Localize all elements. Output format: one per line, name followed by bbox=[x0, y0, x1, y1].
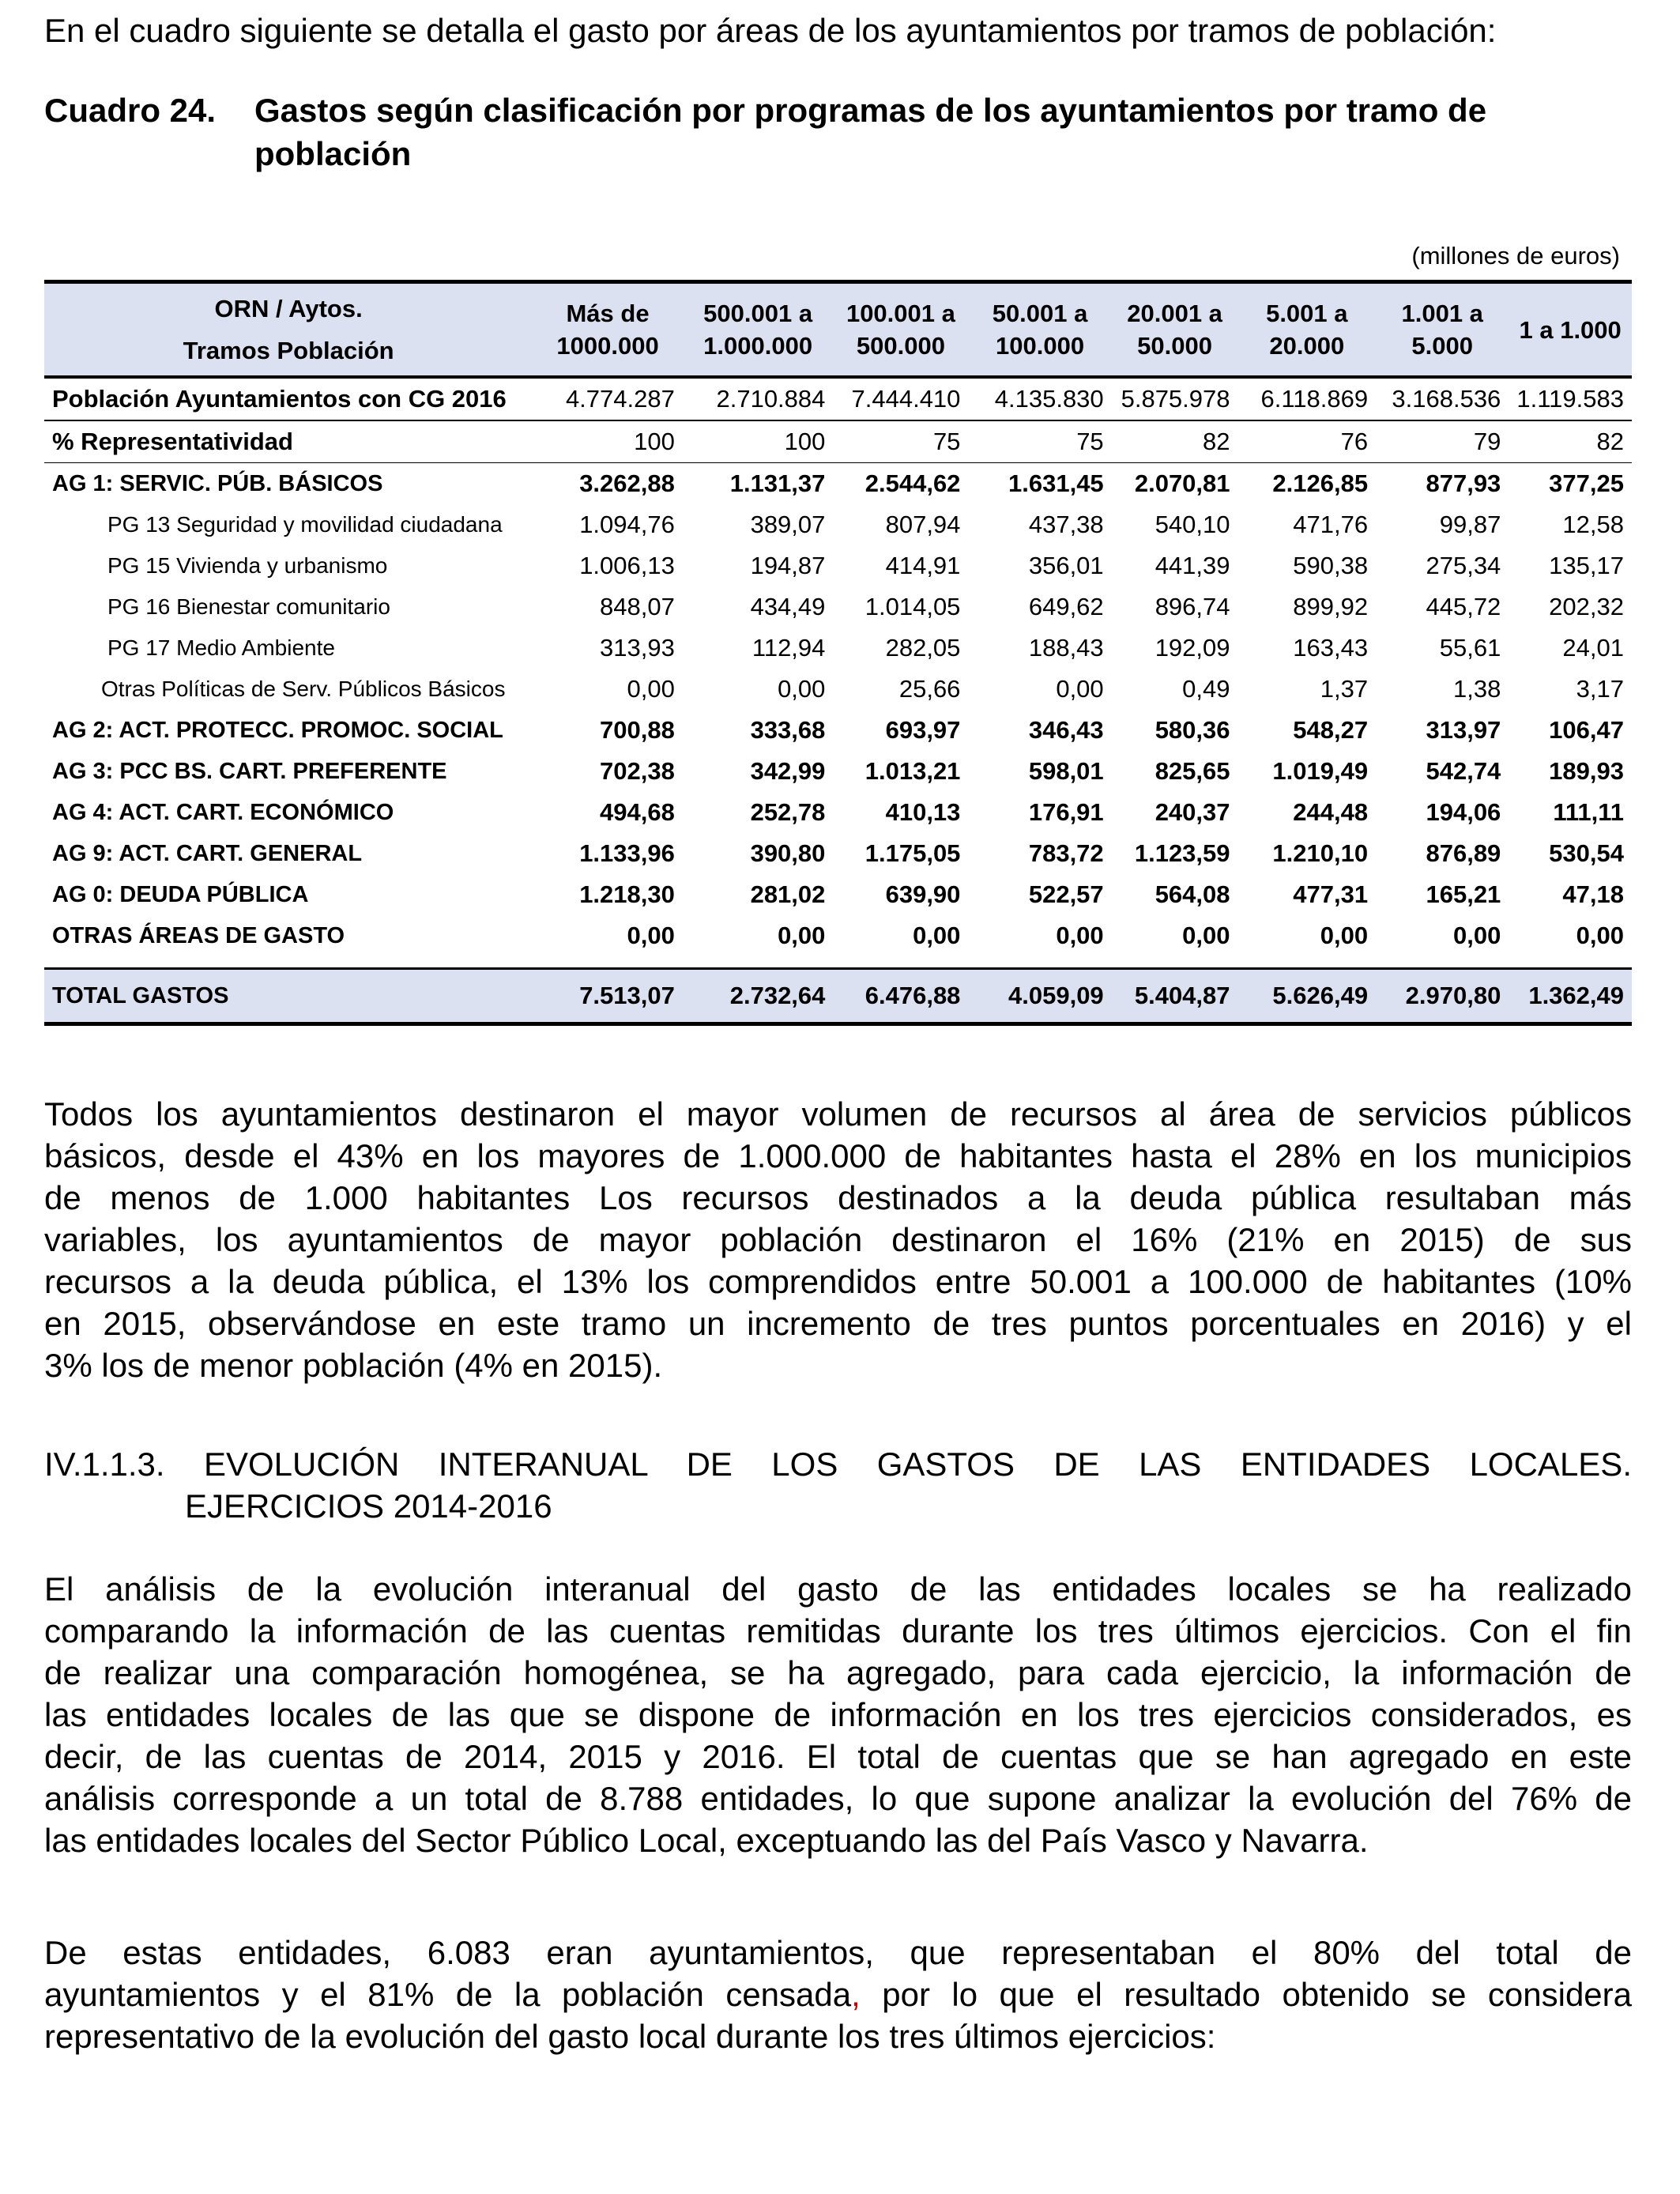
total-label: TOTAL GASTOS bbox=[44, 969, 533, 1024]
table-cell: 377,25 bbox=[1549, 469, 1624, 497]
table-cell: 3,17 bbox=[1576, 675, 1624, 703]
table-cell: 441,39 bbox=[1155, 552, 1230, 579]
header-label-cell bbox=[44, 282, 533, 378]
table-cell: 189,93 bbox=[1549, 757, 1624, 785]
table-cell: 477,31 bbox=[1293, 880, 1369, 908]
paragraph-line: El análisis de la evolución interanual del gasto de las entidades locales se ha realizado bbox=[44, 1570, 1632, 1608]
table-cell: 702,38 bbox=[600, 757, 675, 785]
total-cell: 4.059,09 bbox=[968, 969, 1111, 1024]
table-cell: 445,72 bbox=[1426, 593, 1501, 620]
table-row bbox=[44, 628, 1632, 669]
table-cell: 252,78 bbox=[750, 798, 826, 826]
table-cell: 0,00 bbox=[1056, 922, 1104, 949]
row-label: PG 16 Bienestar comunitario bbox=[107, 594, 390, 619]
table-cell: 807,94 bbox=[885, 511, 961, 538]
paragraph-line: Todos los ayuntamientos destinaron el mayor volumen de recursos al área de servicios públicos bbox=[44, 1095, 1632, 1133]
table-cell: 176,91 bbox=[1028, 798, 1104, 826]
table-cell: 76 bbox=[1238, 420, 1377, 463]
table-cell: 1.006,13 bbox=[579, 552, 675, 579]
table-cell: 112,94 bbox=[751, 634, 826, 662]
table-cell: 356,01 bbox=[1028, 552, 1104, 579]
row-label: AG 9: ACT. CART. GENERAL bbox=[52, 840, 363, 866]
table-cell: 437,38 bbox=[1028, 511, 1104, 538]
table-cell: 1.123,59 bbox=[1134, 839, 1230, 867]
table-cell: 0,00 bbox=[778, 675, 826, 703]
paragraph-3 bbox=[44, 1932, 1632, 2057]
table-cell: 2.126,85 bbox=[1272, 469, 1369, 497]
table-cell: 24,01 bbox=[1562, 634, 1624, 662]
total-row bbox=[44, 969, 1632, 1024]
table-cell: 135,17 bbox=[1549, 552, 1624, 579]
table-row bbox=[44, 463, 1632, 505]
row-label: Población Ayuntamientos con CG 2016 bbox=[44, 377, 533, 420]
table-cell: 313,93 bbox=[600, 634, 675, 662]
table-cell: 494,68 bbox=[600, 798, 675, 826]
table-cell: 282,05 bbox=[885, 634, 961, 662]
table-cell: 313,97 bbox=[1426, 716, 1501, 744]
table-cell: 0,00 bbox=[1320, 922, 1369, 949]
column-header: 500.001 a 1.000.000 bbox=[683, 282, 834, 378]
table-spacer bbox=[44, 956, 1632, 969]
column-header: 20.001 a 50.000 bbox=[1112, 282, 1238, 378]
column-header: 5.001 a 20.000 bbox=[1238, 282, 1377, 378]
table-cell: 548,27 bbox=[1293, 716, 1369, 744]
paragraph-line: en 2015, observándose en este tramo un incremento de tres puntos porcentuales en 2016) y el bbox=[44, 1305, 1632, 1342]
table-cell: 414,91 bbox=[885, 552, 961, 579]
table-cell: 75 bbox=[968, 420, 1111, 463]
table-cell: 1.019,49 bbox=[1272, 757, 1369, 785]
total-cell: 2.970,80 bbox=[1376, 969, 1509, 1024]
red-comma: , bbox=[851, 1976, 861, 2013]
table-cell: 896,74 bbox=[1155, 593, 1230, 620]
table-row bbox=[44, 833, 1632, 874]
table-body bbox=[44, 377, 1632, 1024]
paragraph-line: 3% los de menor población (4% en 2015). bbox=[44, 1347, 663, 1384]
total-cell: 5.626,49 bbox=[1238, 969, 1377, 1024]
table-cell: 192,09 bbox=[1155, 634, 1230, 662]
column-header: 100.001 a 500.000 bbox=[833, 282, 968, 378]
table-cell: 1.013,21 bbox=[864, 757, 961, 785]
total-cell: 1.362,49 bbox=[1509, 969, 1632, 1024]
table-units: (millones de euros) bbox=[1411, 242, 1620, 270]
table-cell: 275,34 bbox=[1426, 552, 1501, 579]
table-cell: 580,36 bbox=[1155, 716, 1230, 744]
table-cell: 0,00 bbox=[1182, 922, 1230, 949]
table-cell: 163,43 bbox=[1293, 634, 1369, 662]
paragraph-line: representativo de la evolución del gasto local durante los tres últimos ejercicios: bbox=[44, 2018, 1216, 2055]
paragraph-line: las entidades locales del Sector Público Local, exceptuando las del País Vasco y Navarra. bbox=[44, 1822, 1369, 1859]
header-label-line2: Tramos Población bbox=[183, 337, 394, 364]
row-label: AG 2: ACT. PROTECC. PROMOC. SOCIAL bbox=[52, 717, 503, 743]
table-cell: 1.133,96 bbox=[579, 839, 675, 867]
intro-text: En el cuadro siguiente se detalla el gasto por áreas de los ayuntamientos por tramos de población: bbox=[44, 12, 1497, 49]
table-row bbox=[44, 751, 1632, 792]
table-cell: 106,47 bbox=[1549, 716, 1624, 744]
table-cell: 542,74 bbox=[1426, 757, 1501, 785]
table-cell: 194,87 bbox=[750, 552, 826, 579]
header-label-line1: ORN / Aytos. bbox=[214, 295, 363, 322]
table-cell: 848,07 bbox=[600, 593, 675, 620]
table-cell: 3.168.536 bbox=[1376, 377, 1509, 420]
paragraph-line: de menos de 1.000 habitantes Los recursos destinados a la deuda pública resultaban más bbox=[44, 1179, 1632, 1216]
table-row bbox=[44, 586, 1632, 628]
table-cell: 0,00 bbox=[778, 922, 826, 949]
table-cell: 1.218,30 bbox=[579, 880, 675, 908]
paragraph-line: De estas entidades, 6.083 eran ayuntamientos, que representaban el 80% del total de bbox=[44, 1934, 1632, 1971]
table-cell: 7.444.410 bbox=[833, 377, 968, 420]
table-cell: 0,00 bbox=[913, 922, 961, 949]
paragraph-line: las entidades locales de las que se dispone de información en los tres ejercicios considerados, es bbox=[44, 1696, 1632, 1733]
table-row bbox=[44, 792, 1632, 833]
table-cell: 825,65 bbox=[1155, 757, 1230, 785]
table-cell: 6.118.869 bbox=[1238, 377, 1377, 420]
section-heading-line1: IV.1.1.3. EVOLUCIÓN INTERANUAL DE LOS GASTOS DE LAS ENTIDADES LOCALES. bbox=[44, 1446, 1632, 1483]
total-cell: 6.476,88 bbox=[833, 969, 968, 1024]
table-cell: 99,87 bbox=[1439, 511, 1501, 538]
table-cell: 899,92 bbox=[1293, 593, 1369, 620]
column-header: 50.001 a 100.000 bbox=[968, 282, 1111, 378]
paragraph-line: análisis corresponde a un total de 8.788 entidades, lo que supone analizar la evolución del 76% de bbox=[44, 1780, 1632, 1817]
table-cell: 25,66 bbox=[898, 675, 961, 703]
table-cell: 2.544,62 bbox=[864, 469, 961, 497]
row-label: % Representatividad bbox=[44, 420, 533, 463]
table-cell: 5.875.978 bbox=[1112, 377, 1238, 420]
paragraph-line: decir, de las cuentas de 2014, 2015 y 2016. El total de cuentas que se han agregado en este bbox=[44, 1738, 1632, 1775]
table-cell: 342,99 bbox=[750, 757, 826, 785]
table-cell: 590,38 bbox=[1293, 552, 1369, 579]
table-cell: 522,57 bbox=[1028, 880, 1104, 908]
paragraph-fragment: por lo que el resultado obtenido se considera bbox=[860, 1976, 1633, 2013]
table-cell: 693,97 bbox=[885, 716, 961, 744]
row-label: PG 17 Medio Ambiente bbox=[107, 635, 335, 660]
table-cell: 0,00 bbox=[1576, 922, 1624, 949]
paragraph-line: variables, los ayuntamientos de mayor población destinaron el 16% (21% en 2015) de sus bbox=[44, 1221, 1632, 1258]
row-label: AG 4: ACT. CART. ECONÓMICO bbox=[52, 799, 394, 825]
table-row bbox=[44, 504, 1632, 545]
paragraph-line: recursos a la deuda pública, el 13% los comprendidos entre 50.001 a 100.000 de habitantes (10% bbox=[44, 1263, 1632, 1300]
paragraph-line: comparando la información de las cuentas remitidas durante los tres últimos ejercicios. Con el fin bbox=[44, 1612, 1632, 1649]
table-cell: 281,02 bbox=[750, 880, 826, 908]
paragraph-fragment: ayuntamientos y el 81% de la población censada bbox=[44, 1976, 852, 2013]
table-cell: 100 bbox=[683, 420, 834, 463]
table-cell: 876,89 bbox=[1426, 839, 1501, 867]
total-cell: 7.513,07 bbox=[533, 969, 683, 1024]
section-heading bbox=[44, 1443, 1632, 1527]
table-cell: 244,48 bbox=[1293, 798, 1369, 826]
column-header: 1.001 a 5.000 bbox=[1376, 282, 1509, 378]
table-cell: 0,00 bbox=[1056, 675, 1104, 703]
table-cell: 390,80 bbox=[750, 839, 826, 867]
table-cell: 598,01 bbox=[1028, 757, 1104, 785]
table-cell: 194,06 bbox=[1426, 798, 1501, 826]
paragraph-line bbox=[44, 1973, 1632, 2015]
table-cell: 346,43 bbox=[1028, 716, 1104, 744]
table-cell: 700,88 bbox=[600, 716, 675, 744]
table-cell: 639,90 bbox=[885, 880, 961, 908]
table-cell: 12,58 bbox=[1562, 511, 1624, 538]
table-cell: 202,32 bbox=[1549, 593, 1624, 620]
table-cell: 82 bbox=[1509, 420, 1632, 463]
table-cell: 649,62 bbox=[1028, 593, 1104, 620]
table-header-row bbox=[44, 282, 1632, 378]
table-cell: 0,00 bbox=[627, 922, 675, 949]
caption-number: Cuadro 24. bbox=[44, 92, 217, 129]
table-cell: 1.014,05 bbox=[864, 593, 961, 620]
table-cell: 434,49 bbox=[750, 593, 826, 620]
table-cell: 1,38 bbox=[1452, 675, 1501, 703]
table-cell: 47,18 bbox=[1562, 880, 1624, 908]
table-cell: 100 bbox=[533, 420, 683, 463]
table-row bbox=[44, 710, 1632, 751]
paragraph-line: de realizar una comparación homogénea, se ha agregado, para cada ejercicio, la información de bbox=[44, 1654, 1632, 1691]
caption-title: Gastos según clasificación por programas de los ayuntamientos por tramo de población bbox=[254, 92, 1487, 172]
table-cell: 82 bbox=[1112, 420, 1238, 463]
row-label: AG 3: PCC BS. CART. PREFERENTE bbox=[52, 758, 447, 784]
table-cell: 79 bbox=[1376, 420, 1509, 463]
table-cell: 410,13 bbox=[885, 798, 961, 826]
paragraph-2 bbox=[44, 1568, 1632, 1861]
table-cell: 1.210,10 bbox=[1272, 839, 1369, 867]
table-cell: 333,68 bbox=[750, 716, 826, 744]
expenses-table bbox=[44, 280, 1632, 1026]
table-cell: 389,07 bbox=[750, 511, 826, 538]
row-label: AG 0: DEUDA PÚBLICA bbox=[52, 881, 309, 907]
table-cell: 188,43 bbox=[1028, 634, 1104, 662]
table-cell: 4.774.287 bbox=[533, 377, 683, 420]
table-cell: 540,10 bbox=[1155, 511, 1230, 538]
table-cell: 0,49 bbox=[1182, 675, 1230, 703]
table-cell: 1.175,05 bbox=[864, 839, 961, 867]
row-label: Otras Políticas de Serv. Públicos Básicos bbox=[101, 677, 506, 701]
table-cell: 55,61 bbox=[1439, 634, 1501, 662]
total-cell: 5.404,87 bbox=[1112, 969, 1238, 1024]
column-header: Más de 1000.000 bbox=[533, 282, 683, 378]
table-row bbox=[44, 915, 1632, 956]
table-row bbox=[44, 669, 1632, 710]
table-cell: 471,76 bbox=[1293, 511, 1369, 538]
table-cell: 240,37 bbox=[1155, 798, 1230, 826]
table-cell: 564,08 bbox=[1155, 880, 1230, 908]
table-cell: 75 bbox=[833, 420, 968, 463]
table-cell: 1,37 bbox=[1320, 675, 1369, 703]
table-cell: 877,93 bbox=[1426, 469, 1501, 497]
total-cell: 2.732,64 bbox=[683, 969, 834, 1024]
table-cell: 783,72 bbox=[1028, 839, 1104, 867]
table-cell: 0,00 bbox=[627, 675, 675, 703]
table-row bbox=[44, 377, 1632, 420]
table-cell: 4.135.830 bbox=[968, 377, 1111, 420]
table-cell: 2.710.884 bbox=[683, 377, 834, 420]
row-label: PG 13 Seguridad y movilidad ciudadana bbox=[107, 512, 503, 537]
row-label: OTRAS ÁREAS DE GASTO bbox=[52, 922, 345, 948]
table-cell: 1.631,45 bbox=[1008, 469, 1104, 497]
table-cell: 2.070,81 bbox=[1134, 469, 1230, 497]
table-row bbox=[44, 420, 1632, 463]
table-row bbox=[44, 874, 1632, 915]
paragraph-line: básicos, desde el 43% en los mayores de 1.000.000 de habitantes hasta el 28% en los municipios bbox=[44, 1137, 1632, 1174]
table-cell: 165,21 bbox=[1426, 880, 1501, 908]
table-cell: 0,00 bbox=[1452, 922, 1501, 949]
paragraph-1 bbox=[44, 1093, 1632, 1386]
table-cell: 1.094,76 bbox=[579, 511, 675, 538]
table-spacer-cell bbox=[44, 956, 1632, 969]
table-cell: 111,11 bbox=[1553, 798, 1624, 826]
table-row bbox=[44, 545, 1632, 586]
table-cell: 3.262,88 bbox=[579, 469, 675, 497]
row-label: AG 1: SERVIC. PÚB. BÁSICOS bbox=[52, 470, 383, 496]
table-cell: 1.119.583 bbox=[1509, 377, 1632, 420]
table-cell: 1.131,37 bbox=[729, 469, 826, 497]
row-label: PG 15 Vivienda y urbanismo bbox=[107, 553, 388, 578]
table-cell: 530,54 bbox=[1549, 839, 1624, 867]
column-header: 1 a 1.000 bbox=[1509, 282, 1632, 378]
section-heading-line2: EJERCICIOS 2014-2016 bbox=[185, 1487, 552, 1525]
